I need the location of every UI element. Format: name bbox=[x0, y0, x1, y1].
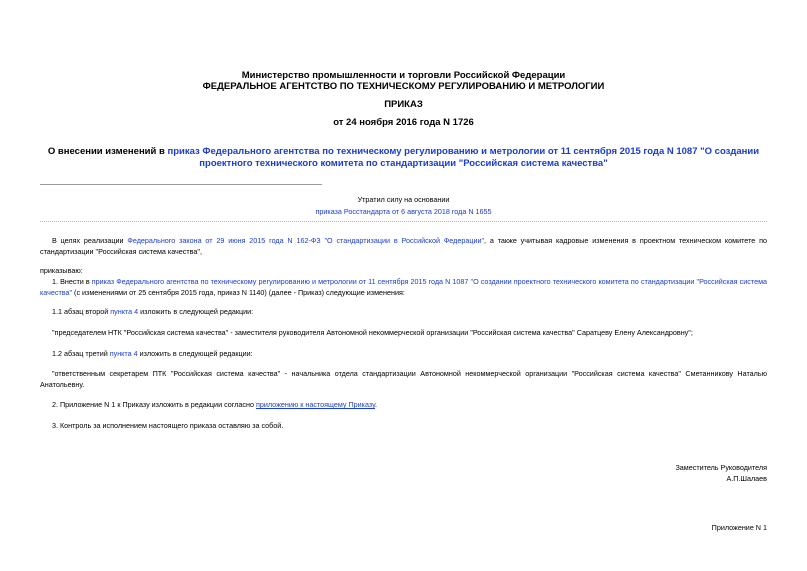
title-prefix: О внесении изменений в bbox=[47, 146, 168, 157]
order-word: приказываю: bbox=[40, 266, 83, 275]
item12-point4-link[interactable]: пункта 4 bbox=[109, 349, 138, 358]
item2-suffix: . bbox=[374, 400, 377, 409]
federal-law-link[interactable]: Федерального закона от 29 июня 2015 года N 162-ФЗ "О стандартизации в Российской Федерации" bbox=[127, 236, 485, 245]
item-1-1 bbox=[40, 307, 767, 318]
document-title bbox=[40, 146, 767, 170]
paragraph-purpose bbox=[40, 236, 767, 257]
item12-prefix: 1.2 абзац третий bbox=[52, 349, 110, 358]
item11-suffix: изложить в следующей редакции: bbox=[138, 307, 254, 316]
p1-prefix: В целях реализации bbox=[52, 236, 128, 245]
item-1 bbox=[40, 277, 767, 298]
appendix-label: Приложение N 1 bbox=[711, 523, 767, 532]
date-number-heading: от 24 ноября 2016 года N 1726 bbox=[333, 117, 474, 128]
order-1087-link[interactable]: приказ Федерального агентства по техническому регулированию и метрологии от 11 сентября 2015 года N 1087 "О создании проектного технического комитета по стандартизации "Российская система качества" bbox=[40, 277, 768, 297]
signature-position: Заместитель Руководителя bbox=[675, 463, 767, 472]
ministry-heading: Министерство промышленности и торговли Российской Федерации bbox=[241, 70, 566, 81]
status-line: Утратил силу на основании bbox=[357, 195, 450, 204]
signature-block bbox=[675, 462, 767, 484]
item-3: 3. Контроль за исполнением настоящего приказа оставляю за собой. bbox=[52, 421, 284, 430]
signature-name: А.П.Шалаев bbox=[726, 474, 767, 483]
item-2 bbox=[40, 400, 767, 411]
separator-short bbox=[40, 184, 322, 185]
item1-prefix: 1. Внести в bbox=[52, 277, 92, 286]
item1-suffix: (с изменениями от 25 сентября 2015 года, приказ N 1140) (далее - Приказ) следующие изменения: bbox=[72, 287, 405, 297]
item11-prefix: 1.1 абзац второй bbox=[52, 307, 111, 316]
p1-suffix: , а также учитывая кадровые изменения в проектном техническом комитете по стандартизации "Российская система качества", bbox=[40, 236, 767, 256]
status-link-line bbox=[40, 207, 767, 216]
item11-point4-link[interactable]: пункта 4 bbox=[110, 307, 139, 316]
appendix-link[interactable]: приложению к настоящему Приказу bbox=[255, 400, 375, 409]
item2-prefix: 2. Приложение N 1 к Приказу изложить в редакции согласно bbox=[52, 400, 256, 409]
item12-suffix: изложить в следующей редакции: bbox=[137, 349, 253, 358]
separator-dotted bbox=[40, 221, 767, 222]
agency-heading: ФЕДЕРАЛЬНОЕ АГЕНТСТВО ПО ТЕХНИЧЕСКОМУ РЕГУЛИРОВАНИЮ И МЕТРОЛОГИИ bbox=[202, 81, 605, 92]
doc-type-heading: ПРИКАЗ bbox=[384, 99, 423, 110]
repeal-order-link[interactable]: приказа Росстандарта от 6 августа 2018 года N 1655 bbox=[315, 207, 492, 216]
quote-chairman: "председателем НТК "Российская система качества" - заместителя руководителя Автономной некоммерческой организации "Российская система качества" Саратцеву Елену Александровну"; bbox=[52, 328, 693, 337]
quote-secretary: "ответственным секретарем ПТК "Российская система качества" - начальника отдела стандартизации Автономной некоммерческой организации "Российская система качества" Сметанникову Наталью Анатольевну. bbox=[40, 369, 767, 389]
title-link[interactable]: приказ Федерального агентства по техническому регулированию и метрологии от 11 сентября 2015 года N 1087 "О создании проектного технического комитета по стандартизации "Российская система качества" bbox=[167, 146, 760, 169]
item-1-2 bbox=[40, 349, 767, 360]
